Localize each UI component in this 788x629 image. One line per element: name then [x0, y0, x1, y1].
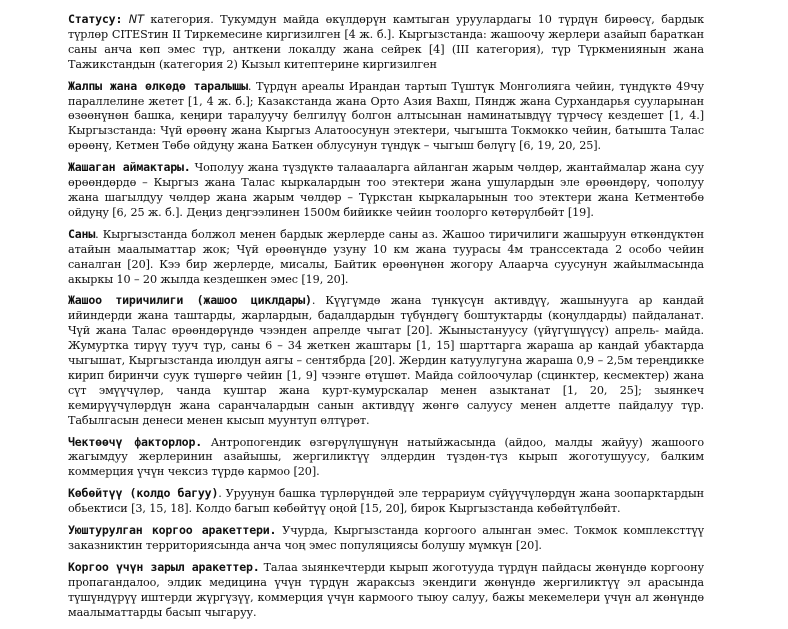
section-heading: Уюштурулган коргоо аракеттери. [68, 523, 277, 538]
section-heading: Чектөөчү факторлор. [68, 434, 203, 449]
section-text: Талаа зыянкечтерди кырып жоготууда түрдүн пайдасы жөнүндө коргоону пропагандалоо, элдик медицина үчүн түрдүн жараксыз экендиги жөнүндө жергиликтүү эл арасында түшүндүрүү иштерди жүргүзүү, коммерция үчүн кармоого тыюу салуу, бажы мекемелери үчүн ал жөнүндө маалыматтарды басып чыгаруу. [68, 560, 705, 619]
section-heading: Жашоо тиричилиги (жашоо циклдары) [68, 293, 312, 308]
section-text: . Күүгүмдө жана түнкүсүн активдүү, жашынууга ар кандай ийиндерди жана таштарды, жарлардын, бадалдардын түбүндөгү боштуктарды (коңулдарды) пайдаланат. Чүй жана Талас өрөөндөрүндө чээнден апрелде чыгат [20]. Жыныстануусу (үйүгүшүүсү) апрель- майда. Жумуртка тирүү тууч түр, саны 6 – 34 жеткен жаштары [1, 15] шарттарга жараша ар кандай убактарда чыгышат, Кыргызстанда июлдун аягы – сентябрда [20]. Жердин катуулугуна жараша 0,9 – 2,5м тереңдикке кирип биринчи суук түшөргө чейин [1, 9] чээнге өтүшөт. Майда сойлоочулар (сцинктер, кесмектер) жана сүт эмүүчүлөр, чанда куштар жана курт-кумурскалар менен азыктанат [1, 20, 25]; зыянкеч кемирүүчүлөрдүн жана саранчалардын санын активдүү жөнгө салуусу менен алдетте пайдалуу түр. Табылгасын денеси менен кысып муунтуп өлтүрөт. [68, 294, 705, 427]
section-required-actions [68, 560, 704, 621]
section-heading: Саны [68, 226, 96, 241]
section-heading: Жашаган аймактары. [68, 160, 191, 175]
section-heading: Көбөйтүү (колдо багуу) [68, 486, 219, 501]
document-body [68, 12, 704, 627]
status-code: NT [128, 13, 144, 26]
section-limiting-factors [68, 435, 704, 481]
section-text: . Уруунун башка түрлөрүндөй эле террариум сүйүүчүлөрдүн жана зоопарктардын обьектиси [3, 15, 18]. Колдо багып көбөйтүү оңой [15, 20], бирок Кыргызстанда көбөйтүлбөйт. [68, 487, 704, 516]
section-habitat [68, 160, 704, 221]
section-text: . Кыргызстанда болжол менен бардык жерлерде саны аз. Жашоо тиричилиги жашыруун өткөндүктөн атайын маалыматтар жок; Чүй өрөөнүндө узуну 10 км жана туурасы 4м транссектада 2 особо чейин саналган [20]. Кээ бир жерлерде, мисалы, Байтик өрөөнүнөн жогору Алаарча суусунун жайылмасында акыркы 10 – 20 жылда кездешкен эмес [19, 20]. [68, 227, 704, 286]
section-distribution [68, 79, 704, 155]
section-heading: Статусу: [68, 12, 123, 26]
section-text: категория. Тукумдун майда өкүлдөрүн камтыган уруулардагы 10 түрдүн бирөөсү, бардык түрлөр CITESтин II Тиркемесине киргизилген [4 ж. б.]. Кыргызстанда: жашоочу жерлери азайып бараткан саны анча көп эмес түр, анткени локалду жана сейрек [4] (III категория), түр Түркмениянын жана Тажикстандын (категория 2) Кызыл китептерине киргизилген [68, 13, 705, 71]
section-heading: Коргоо үчүн зарыл аракеттер. [68, 559, 260, 574]
section-text: . Түрдүн ареалы Ирандан тартып Түштүк Монголияга чейин, түндүктө 49чу параллелине жетет [1, 4 ж. б.]; Казакстанда жана Орто Азия Вахш, Пяндж жана Сурхандарья сууларынан өзөөнүнөн башка, кеңири таралуучу белгилүү болгон алтысынан наминатывдүү түрчөсү кездешет [1, 4.] Кыргызстанда: Чүй өрөөнү жана Кыргыз Алатоосунун этектери, чыгышта Токмокко чейин, батышта Талас өрөөнү, Кетмен Төбө ойдуңу жана Баткен облусунун түндүк – чыгыш бөлүгү [6, 19, 20, 25]. [68, 79, 704, 153]
section-captive-breeding [68, 486, 704, 517]
section-population [68, 227, 704, 288]
section-text: Учурда, Кыргызстанда коргоого алынган эмес. Токмок комплексттүү заказниктин территориясында анча чоң эмес популяциясы болушу мүмкүн [20]. [68, 524, 704, 552]
section-text: Антропогендик өзгөрүлүшүнүн натыйжасында (айдоо, малды жайуу) жашоого жагымдуу жерлеринин азайышы, жергиликтүү элдердин түздөн-түз кырып жоготушуусу, балким коммерция үчүн чексиз түрдө кармоо [20]. [68, 435, 704, 479]
section-text: Чополуу жана түздүктө талаааларга айланган жарым чөлдөр, жантаймалар жана суу өрөөндөрдө – Кыргыз жана Талас кыркалардын тоо этектери жана ушулардын эле өрөөндөрү, чополуу жана шагылдуу чөлдөр жана жарым чөлдөр – Түркстан кыркаларынын тоо этектери жана Кетментөбө ойдуңу [6, 25 ж. б.]. Деңиз деңгээлинен 1500м бийикке чейин тоолорго көтөрүлбөйт [19]. [68, 161, 704, 219]
section-protection-measures [68, 523, 704, 554]
section-heading: Жалпы жана өлкөдө таралышы [68, 78, 248, 93]
section-life-cycle [68, 293, 704, 428]
section-status [68, 12, 704, 73]
